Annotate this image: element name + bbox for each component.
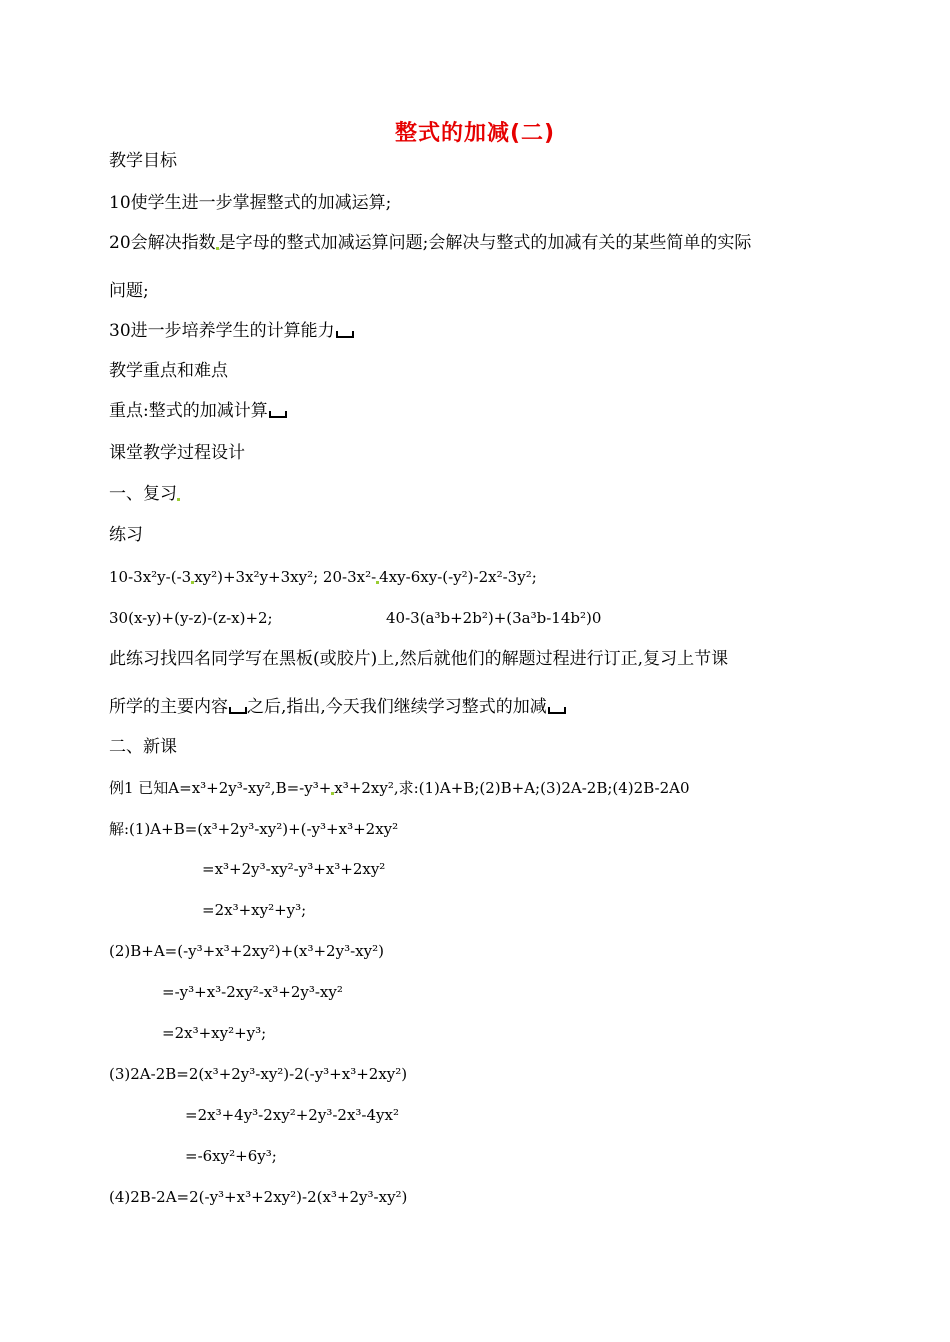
goal-3-text: 30进一步培养学生的计算能力 xyxy=(109,321,335,341)
solution-1: 解:(1)A+B=(x³+2y³-xy²)+(-y³+x³+2xy² xyxy=(109,820,399,838)
example-1 xyxy=(109,777,690,799)
goal-2-part-a: 20会解决指数 xyxy=(109,233,216,253)
solution-1-step-3: =2x³+xy²+y³; xyxy=(202,901,307,919)
solution-3: (3)2A-2B=2(x³+2y³-xy²)-2(-y³+x³+2xy²) xyxy=(109,1065,408,1083)
page-title: 整式的加减(二) xyxy=(394,121,556,146)
keypoint xyxy=(109,400,287,422)
exercise-row-2 xyxy=(109,607,273,629)
solution-3-step-3: =-6xy²+6y³; xyxy=(185,1147,277,1165)
exercise-1a: 10-3x²y-(-3 xyxy=(109,568,192,586)
exercise-1b: xy²)+3x²y+3xy²; 20-3x²- xyxy=(194,568,377,586)
bracket-mark-icon xyxy=(229,707,247,714)
paragraph-2b: 之后,指出,今天我们继续学习整式的加减 xyxy=(247,697,547,717)
goal-2 xyxy=(109,232,751,254)
solution-1-step-2: =x³+2y³-xy²-y³+x³+2xy² xyxy=(202,860,386,878)
example-1a: 例1 已知A=x³+2y³-xy²,B=-y³+ xyxy=(109,779,332,797)
solution-2: (2)B+A=(-y³+x³+2xy²)+(x³+2y³-xy²) xyxy=(109,942,384,960)
artifact-dot-icon xyxy=(177,498,180,501)
process-heading: 课堂教学过程设计 xyxy=(109,443,245,463)
review-heading-text: 一、复习 xyxy=(109,484,177,504)
exercise-row-2-b: 40-3(a³b+2b²)+(3a³b-14b²)0 xyxy=(386,609,602,627)
paragraph-2 xyxy=(109,696,566,718)
practice-label: 练习 xyxy=(109,525,143,545)
goals-heading: 教学目标 xyxy=(109,151,177,171)
keypoint-text: 重点:整式的加减计算 xyxy=(109,401,268,421)
solution-2-step-2: =-y³+x³-2xy²-x³+2y³-xy² xyxy=(162,983,343,1001)
exercise-2a: 30(x-y)+(y-z)-(z-x)+2; xyxy=(109,609,273,627)
review-heading xyxy=(109,483,180,505)
keypoints-heading: 教学重点和难点 xyxy=(109,361,228,381)
solution-3-step-2: =2x³+4y³-2xy²+2y³-2x³-4yx² xyxy=(185,1106,399,1124)
solution-2-step-3: =2x³+xy²+y³; xyxy=(162,1024,267,1042)
goal-1: 10使学生进一步掌握整式的加减运算; xyxy=(109,193,392,213)
bracket-mark-icon xyxy=(269,411,287,418)
exercise-row-1 xyxy=(109,566,537,588)
bracket-mark-icon xyxy=(336,331,354,338)
paragraph-1: 此练习找四名同学写在黑板(或胶片)上,然后就他们的解题过程进行订正,复习上节课 xyxy=(109,649,729,669)
example-1b: x³+2xy²,求:(1)A+B;(2)B+A;(3)2A-2B;(4)2B-2A0 xyxy=(334,779,690,797)
goal-2-cont: 问题; xyxy=(109,281,149,301)
newlesson-heading: 二、新课 xyxy=(109,737,177,757)
goal-2-part-b: 是字母的整式加减运算问题;会解决与整式的加减有关的某些简单的实际 xyxy=(218,233,752,253)
bracket-mark-icon xyxy=(548,707,566,714)
exercise-1c: 4xy-6xy-(-y²)-2x²-3y²; xyxy=(379,568,537,586)
paragraph-2a: 所学的主要内容 xyxy=(109,697,228,717)
solution-4: (4)2B-2A=2(-y³+x³+2xy²)-2(x³+2y³-xy²) xyxy=(109,1188,408,1206)
goal-3 xyxy=(109,320,354,342)
